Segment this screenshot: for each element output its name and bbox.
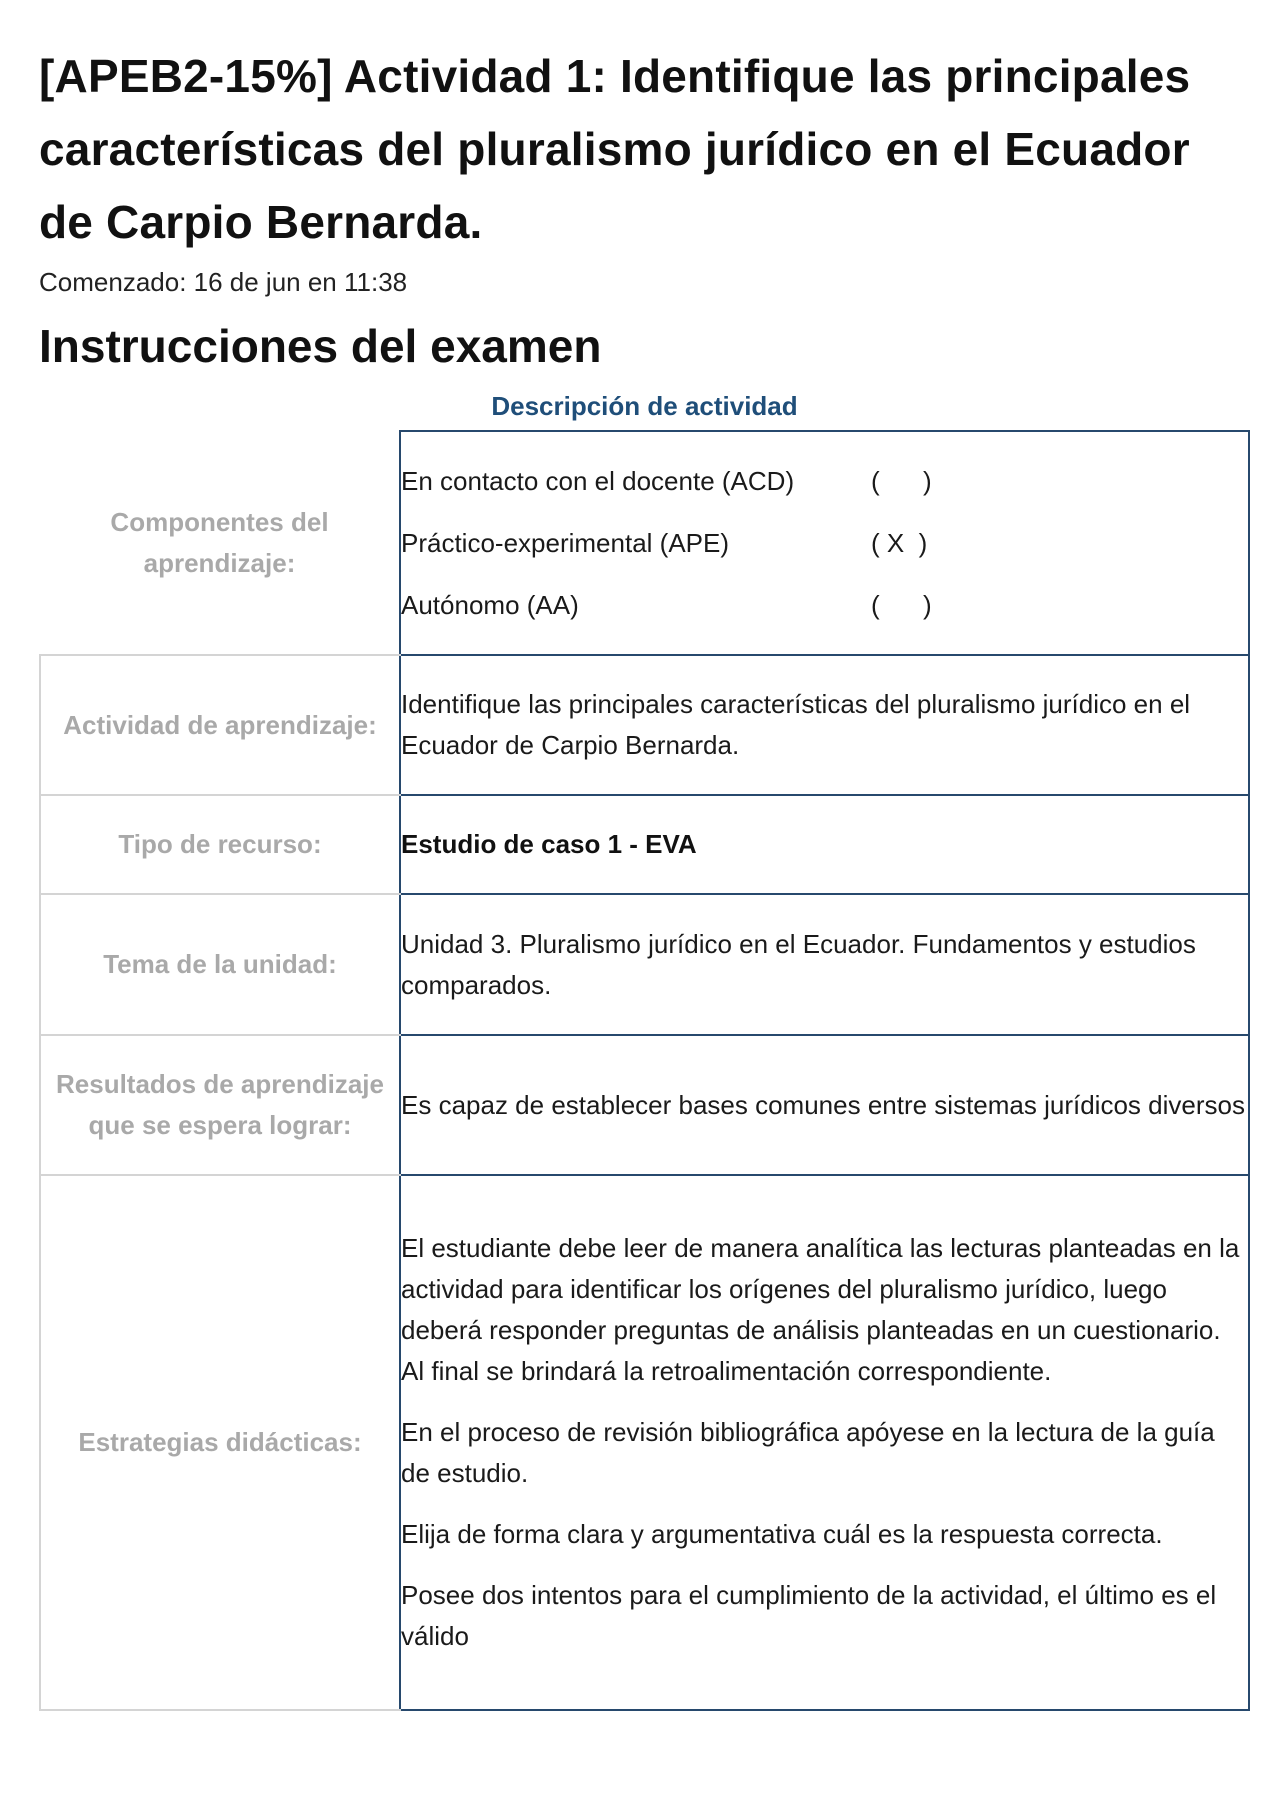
quiz-page [39, 40, 1250, 1711]
instructions-heading: Instrucciones del examen [39, 320, 602, 372]
component-item-ape [401, 512, 1248, 574]
resource-label: Tipo de recurso: [40, 795, 400, 894]
component-name: En contacto con el docente (ACD) [401, 465, 795, 496]
component-mark: ( ) [871, 589, 932, 620]
results-label: Resultados de aprendizaje que se espera lograr: [40, 1035, 400, 1175]
started-timestamp: Comenzado: 16 de jun en 11:38 [39, 267, 408, 297]
strategy-paragraph: El estudiante debe leer de manera analítica las lecturas planteadas en la actividad para identificar los orígenes del pluralismo jurídico, luego deberá responder preguntas de análisis planteadas en un cuestionario. Al final se brindará la retroalimentación correspondiente. [401, 1233, 1240, 1386]
strategies-label: Estrategias didácticas: [40, 1175, 400, 1710]
activity-label: Actividad de aprendizaje: [40, 655, 400, 795]
results-value: Es capaz de establecer bases comunes entre sistemas jurídicos diversos [400, 1035, 1249, 1175]
component-item-aa [401, 574, 1248, 636]
components-value [400, 431, 1249, 655]
unit-value: Unidad 3. Pluralismo jurídico en el Ecuador. Fundamentos y estudios comparados. [400, 894, 1249, 1035]
strategy-paragraph: Posee dos intentos para el cumplimiento de la actividad, el último es el válido [401, 1580, 1217, 1651]
component-name: Autónomo (AA) [401, 589, 579, 620]
components-label: Componentes del aprendizaje: [40, 431, 400, 655]
component-mark: ( ) [871, 465, 932, 496]
components-row [40, 431, 1249, 655]
strategy-paragraph: En el proceso de revisión bibliográfica apóyese en la lectura de la guía de estudio. [401, 1417, 1215, 1488]
resource-row [40, 795, 1249, 894]
activity-description-table [39, 430, 1250, 1711]
resource-value: Estudio de caso 1 - EVA [400, 795, 1249, 894]
component-mark: ( X ) [871, 527, 928, 558]
unit-row [40, 894, 1249, 1035]
component-item-acd [401, 450, 1248, 512]
strategy-paragraph: Elija de forma clara y argumentativa cuál es la respuesta correcta. [401, 1519, 1163, 1549]
strategies-value [400, 1175, 1249, 1710]
component-name: Práctico-experimental (APE) [401, 527, 729, 558]
quiz-title: [APEB2-15%] Actividad 1: Identifique las principales características del pluralismo jurídico en el Ecuador de Carpio Bernarda. [39, 50, 1191, 248]
activity-row [40, 655, 1249, 795]
strategies-row [40, 1175, 1249, 1710]
table-caption: Descripción de actividad [491, 391, 798, 421]
results-row [40, 1035, 1249, 1175]
activity-value: Identifique las principales características del pluralismo jurídico en el Ecuador de Carpio Bernarda. [400, 655, 1249, 795]
unit-label: Tema de la unidad: [40, 894, 400, 1035]
